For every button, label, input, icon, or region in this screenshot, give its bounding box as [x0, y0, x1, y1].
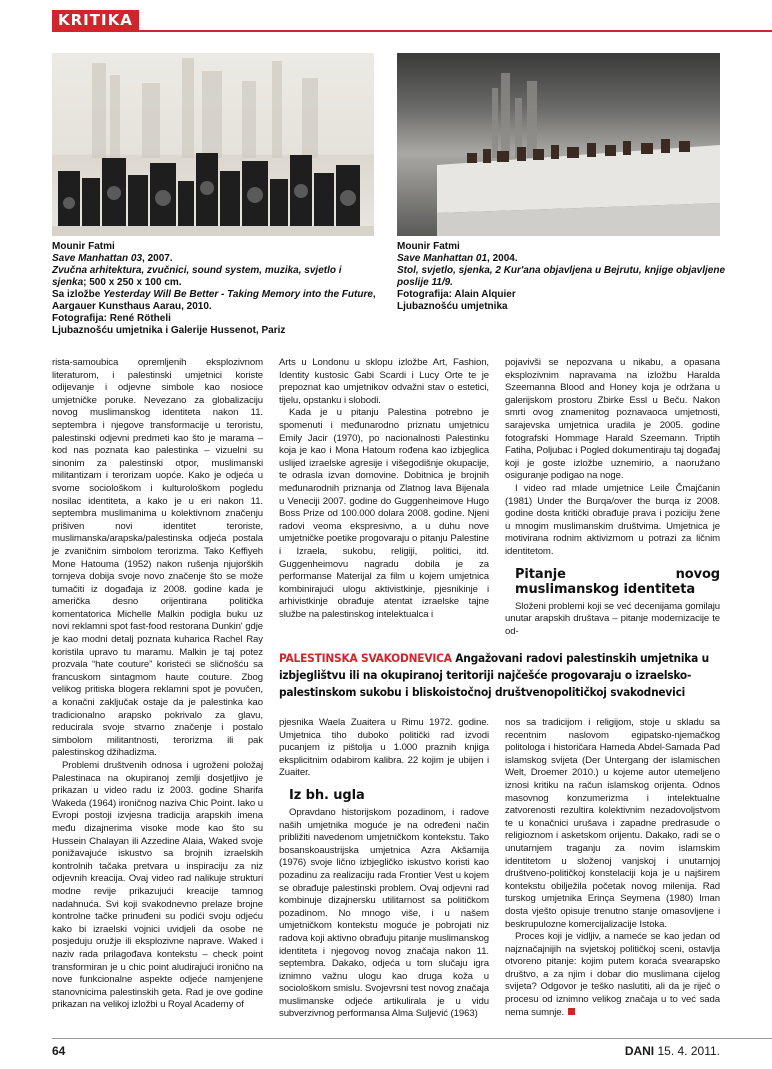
subheading-muslim-identity: Pitanje novog muslimanskog identiteta	[515, 566, 720, 597]
pull-quote-text: Angažovani radovi palestinskih umjetnika u izbjeglištvu ili na okupiranoj teritoriji najčešće progovaraju o izraelsko-palestinskom sukobu i bliskoistočnoj društvenopolitičkoj svakodnevici	[279, 651, 709, 699]
caption-exhibition-line	[52, 289, 378, 313]
caption-courtesy: Ljubaznošću umjetnika	[397, 301, 508, 312]
article-column-2-top	[279, 357, 489, 621]
caption-photo-credit: Fotografija: Alain Alquier	[397, 289, 516, 300]
pull-quote	[279, 650, 724, 701]
caption-materials: Zvučna arhitektura, zvučnici, sound system, muzika, svjetlo i sjenka	[52, 265, 342, 288]
subheading-bh-angle: Iz bh. ugla	[289, 787, 365, 803]
photo-caption-2	[397, 241, 727, 313]
article-paragraph: Arts u Londonu u sklopu izložbe Art, Fashion, Identity kustosic Gabi Scardi i Lucy Orte te je prepoznat kao umjetnikov odvažni stav o estetici, tijelu, opstanku i slobodi.	[279, 357, 489, 406]
magazine-brand: DANI	[624, 1044, 655, 1058]
article-column-1	[52, 357, 263, 1012]
caption-materials-line	[52, 265, 378, 289]
caption-title: Save Manhattan 03	[52, 253, 143, 264]
caption-year: , 2007.	[142, 253, 173, 264]
article-column-3-top	[505, 357, 720, 638]
photo-save-manhattan-01	[397, 53, 720, 236]
article-paragraph: I video rad mlade umjetnice Leile Čmajčanin (1981) Under the Burqa/over the burqa iz 2008. godine dosta kritički obrađuje prava i poziciju žene u mnogim muslimanskim društvima. Umjetnica je motivirana rodnim aktivizmom u potrazi za ličnim identitetom.	[505, 482, 720, 557]
caption-materials: Stol, svjetlo, sjenka, 2 Kur'ana objavljena u Bejrutu, knjige objavljene poslije 11/9.	[397, 265, 726, 288]
pull-quote-lead: PALESTINSKA SVAKODNEVICA	[279, 651, 452, 665]
article-paragraph: pojavivši se nepozvana u nikabu, a opasana eksplozivnim napravama na izložbu Haralda Szeemanna Blood and Honey koja je održana u galerijskom prostoru Zbirke Essl u Beču. Nakon smrti ovog znamenitog poznavaoca umjetnosti, sarajevska umjetnica uradila je 2005. godine fotografski Hommage Harald Szeemann. Triptih Fatiha, Poljubac i Pogled dokumentiraju taj događaj koji je goste izložbe uznemirio, a naoružano osiguranje podigao na noge.	[505, 357, 720, 482]
article-column-3-bottom	[505, 717, 720, 1019]
caption-dimensions: ; 500 x 250 x 100 cm.	[83, 277, 182, 288]
article-paragraph: rista-samoubica opremljenih eksplozivnom literaturom, i palestinski umjetnici koriste odijevanje i odjevne simbole kao nosioce umjetničke poruke. Nevezano za globalizaciju novog muslimanskog identiteta nakon 11. septembra i njegove transformacije u teroristu, palestinski odjevni predmeti kao što je marama – kod nas poznata kao palestinka – vizuelni su sinonim za palestinski otpor, muslimanski militantizam i terorizam uopće. Kako je odjeća u svome sociološkom i kulturološkom pogledu nosilac identiteta, a kako je u eri nakon 11. septembra muslimanima u kolektivnom značenju prišiven novi identitet teroriste, muslimanska/arapska/palestinska odjeća postala je zvaničnim simbolom terorizma. Tako Keffiyeh Mone Hatouma (1952) nakon rušenja njujorških tornjeva dobija svoje novo značenje što se može tumačiti iz događaja iz 2008. godine kada je američka desno orijentirana politička komentatorica Michelle Malkin podigla buku uz novi reklamni spot fast-food restorana Dunkin' gdje je kao modni detalj poznata kuharica Rachel Ray koristila upravo tu maramu. Malkin je taj potez prozvala “hate couture” koristeći se sličnošću sa francuskom sintagmom haute couture. Zbog velikog pritiska blogera reklamni spot je povučen, a konačni zaključak ostaje da je palestinka kao tradicionalno arapsko pokrivalo za glavu, reducirala svoje stvarno značenje i postalo simbolom militantnosti, terorizma ili pak palestinskog džihadizma.	[52, 357, 263, 759]
article-paragraph: nos sa tradicijom i religijom, stoje u skladu sa recentnim naslovom egipatsko-njemačkog politologa i historičara Hameda Abdel-Samada Pad islamskog svijeta (Der Untergang der islamischen Welt, Droemer 2010.) u kojeme autor utemeljeno iznosi kritiku na račun islamskog orijenta. Odnos masovnog konzumerizma i intelektualne zatvorenosti rezultira kolektivnim nezadovoljstvom te u konačnici urušava i zapadne predrasude o religioznom i asketskom orijentu. Dakako, radi se o unutarnjem traganju za novim islamskim identitetom u složenoj vanjskoj i unutarnjoj društveno-političkoj konstelaciji koja je u najširem kontekstu obilježila početak novog milenija. Rad turskog umjetnika Erinça Seymena (1980) Iman dosta vješto opisuje trenutno stanje omasovljene i beskrupulozne komercijalizacije Istoka.	[505, 717, 720, 930]
issue-info	[625, 1044, 720, 1058]
article-paragraph: Problemi društvenih odnosa i ugroženi položaj Palestinaca na okupiranoj zemlji dosjetljivo je prikazan u video radu iz 2003. godine Sharifa Wakeda (1964) ironičnog naziva Chic Point. Iako u Evropi postoji izvjesna tradicija arapskih imena među dizajnerima visoke mode kao što su Hussein Chalayan ili Azzedine Alaia, Waked svoje ponižavajuće iskustvo sa brojnih izraelskih kontrolnih tačaka pretvara u inspiraciju za niz odjevnih kreacija. Ovaj video rad nalikuje strukturi modne revije prikazujući kreacije tamnog nadahnuća. Svi koji svakodnevno prelaze brojne kontrolne tačke prinuđeni su podići svoju odjeću kako bi izraelski vojnici uvidjeli da osobe ne posjeduju oružje ili eksplozivne naprave. Waked i naziv rada prilagođava kontekstu – check point transformiran je u chic point aludirajući ironično na nove funkcionalne aspekte odjeće namjenjene stanovnicima palestinskih geta. Rad je ove godine prikazan na velikoj izložbi u Royal Academy of	[52, 760, 263, 1011]
end-mark-icon	[568, 1008, 575, 1015]
article-paragraph: Kada je u pitanju Palestina potrebno je spomenuti i međunarodno priznatu umjetnicu Emily Jacir (1970), po nacionalnosti Palestinku koja je kao i Mona Hatoum rođena kao izbjeglica uslijed izraelske agresije i višegodišnje okupacije, te odrasla izvan domovine. Dobitnica je brojnih međunarodnih priznanja od Zlatnog lava Bijenala u Veneciji 2007. godine do Guggenheimove Hugo Boss Prize od 100.000 dolara 2008. godine. Njeni radovi veoma ekspresivno, a u duhu nove umjetničke poetike progovaraju o pitanju Palestine i Izraela, sukobu, religiji, politici, itd. Guggenheimovu nagradu dobila je za performanse Materijal za film u kojem umjetnica kombinirajući ulogu aktivistkinje, pjesnikinje i arhivistkinje obrađuje atentat izraelske tajne službe na palestinskog intelektualca i	[279, 407, 489, 620]
caption-title-line	[52, 253, 378, 265]
article-column-2-bottom	[279, 717, 489, 1021]
caption-exhibition-venue: , Aargauer Kunsthaus Aarau, 2010.	[52, 289, 376, 312]
caption-artist: Mounir Fatmi	[52, 241, 115, 252]
caption-title-line	[397, 253, 727, 265]
photo-books-illustration	[397, 53, 720, 236]
caption-exhibition-title: Yesterday Will Be Better - Taking Memory into the Future	[103, 289, 373, 300]
article-paragraph: Opravdano historijskom pozadinom, i radove naših umjetnika moguće je na određeni način približiti navedenom umjetničkom kontekstu. Tako bosanskoaustrijska umjetnica Azra Akšamija (1976) svoje lično izbjegličko iskustvo koristi kao pozadinu za realizaciju rada Frontier Vest u kojem se obrađuje palestinski problem. Ovaj odjevni rad kombinuje dizajnersku utilitarnost sa političkom pozadinom. No mnogo više, i u našem umjetničkom kontekstu moguće je pobrojati niz radova koji aktivno obrađuju pitanje muslimanskog identiteta i njegovog novog značaja nakon 11. septembra. Dakako, odjeća u tom slučaju igra iznimno važnu ulogu kao druga koža u sociološkom smislu. Svojevrsni test novog značaja muslimanske odjeće artikulirala je u vidu subverzivnog performansa Alma Suljević (1963)	[279, 806, 489, 1020]
article-paragraph-final	[505, 931, 720, 1019]
photo-caption-1	[52, 241, 378, 337]
article-final-text: Proces koji je vidljiv, a nameće se kao jedan od najznačajnijih na svjetskoj političkoj sceni, ostavlja otvoreno pitanje: kojim putem koraća svearapsko društvo, a za njim i dobar dio muslimana cijelog svijeta? Odgovor je teško naslutiti, ali da je riječ o procesu od iznimno velikog značaja u to već sada nema sumnje.	[505, 931, 720, 1018]
photo-save-manhattan-03	[52, 53, 374, 236]
photo-speakers-illustration	[52, 53, 374, 236]
caption-title: Save Manhattan 01	[397, 253, 488, 264]
caption-year: , 2004.	[487, 253, 518, 264]
caption-artist: Mounir Fatmi	[397, 241, 460, 252]
caption-courtesy: Ljubaznošću umjetnika i Galerije Hussenot, Pariz	[52, 325, 286, 336]
page-number: 64	[52, 1044, 66, 1058]
footer-rule	[52, 1038, 772, 1039]
caption-exhibition-prefix: Sa izložbe	[52, 289, 104, 300]
article-paragraph: Složeni problemi koji se već decenijama gomilaju unutar arapskih društava – pitanje modernizacije te od-	[505, 600, 720, 637]
article-paragraph: pjesnika Waela Zuaitera u Rimu 1972. godine. Umjetnica tiho duboko politički rad izvodi pucanjem iz pištolja u 1.000 praznih knjiga eksplicitnim odabirom kalibra. 22 kojim je ubijen i Zuaiter.	[279, 717, 489, 779]
issue-date: 15. 4. 2011.	[654, 1044, 720, 1058]
header-rule	[52, 30, 772, 32]
caption-photo-credit: Fotografija: René Rötheli	[52, 313, 171, 324]
section-label: KRITIKA	[52, 10, 139, 30]
